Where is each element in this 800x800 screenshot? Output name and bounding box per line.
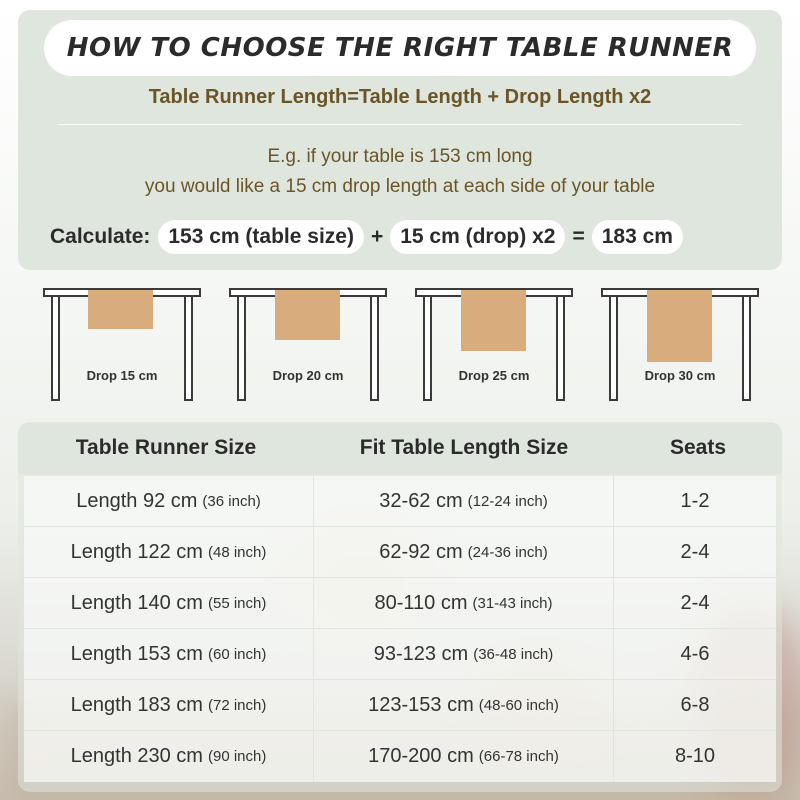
drop-pill: 15 cm (drop) x2 <box>390 220 565 254</box>
table-leg <box>370 297 379 401</box>
drop-label: Drop 15 cm <box>86 368 158 383</box>
example-text <box>18 142 782 202</box>
cell-fit-length <box>314 578 614 628</box>
cell-runner-size <box>24 629 314 679</box>
cell-seats: 8-10 <box>674 745 716 767</box>
runner-inch: (72 inch) <box>207 696 267 714</box>
calculation-row <box>50 220 683 254</box>
cell-seats: 4-6 <box>680 642 710 665</box>
runner-drop <box>88 290 153 329</box>
cell-fit-length <box>314 476 614 526</box>
divider <box>58 124 742 125</box>
fit-cm: 170-200 cm <box>368 745 474 767</box>
equals-sign: = <box>572 225 585 248</box>
table-leg <box>237 297 246 401</box>
drop-diagrams <box>0 282 800 408</box>
formula-panel <box>18 10 782 270</box>
table-leg <box>742 297 751 401</box>
table-leg <box>184 297 193 401</box>
table-leg <box>423 297 432 401</box>
runner-cm: Length 122 cm <box>70 540 203 563</box>
example-line-1: E.g. if your table is 153 cm long <box>267 146 533 167</box>
drop-label: Drop 25 cm <box>458 368 530 383</box>
fit-cm: 32-62 cm <box>379 489 463 512</box>
cell-seats: 1-2 <box>680 489 710 512</box>
header-fit-table-length: Fit Table Length Size <box>359 436 569 459</box>
cell-runner-size <box>24 578 314 628</box>
runner-drop <box>461 290 526 351</box>
table-leg <box>556 297 565 401</box>
table-row <box>24 578 776 629</box>
fit-cm: 80-110 cm <box>374 591 468 614</box>
cell-fit-length <box>314 629 614 679</box>
example-line-2: you would like a 15 cm drop length at each side of your table <box>144 176 656 197</box>
drop-label: Drop 30 cm <box>644 368 716 383</box>
plus-sign: + <box>370 225 384 248</box>
table-leg <box>51 297 60 401</box>
cell-fit-length <box>314 680 614 730</box>
table-leg <box>609 297 618 401</box>
runner-inch: (55 inch) <box>207 594 267 612</box>
header-runner-size: Table Runner Size <box>75 436 257 459</box>
cell-fit-length <box>314 731 614 782</box>
size-table <box>18 422 782 792</box>
page-title: HOW TO CHOOSE THE RIGHT TABLE RUNNER <box>66 33 734 63</box>
table-row <box>24 629 776 680</box>
calculate-label: Calculate: <box>50 225 151 248</box>
fit-inch: (31-43 inch) <box>472 594 553 612</box>
table-diagram <box>601 282 759 402</box>
table-row <box>24 476 776 527</box>
runner-inch: (36 inch) <box>202 492 261 510</box>
runner-cm: Length 183 cm <box>70 693 203 716</box>
runner-drop <box>275 290 340 340</box>
cell-runner-size <box>24 731 314 782</box>
cell-seats: 6-8 <box>680 693 710 716</box>
cell-runner-size <box>24 680 314 730</box>
runner-cm: Length 140 cm <box>70 591 203 614</box>
runner-inch: (90 inch) <box>207 748 267 765</box>
drop-label: Drop 20 cm <box>272 368 344 383</box>
cell-seats: 2-4 <box>680 591 710 614</box>
table-diagram <box>43 282 201 402</box>
table-row <box>24 680 776 731</box>
fit-cm: 62-92 cm <box>379 540 463 563</box>
cell-seats: 2-4 <box>680 540 710 563</box>
cell-runner-size <box>24 476 314 526</box>
fit-inch: (48-60 inch) <box>478 696 559 714</box>
table-size-pill: 153 cm (table size) <box>158 220 364 254</box>
fit-inch: (36-48 inch) <box>473 645 554 663</box>
cell-runner-size <box>24 527 314 577</box>
runner-drop <box>647 290 712 362</box>
table-body <box>24 476 776 782</box>
table-row <box>24 731 776 782</box>
fit-inch: (66-78 inch) <box>478 748 559 765</box>
formula-text: Table Runner Length=Table Length + Drop Length x2 <box>148 86 652 108</box>
fit-inch: (24-36 inch) <box>467 543 548 561</box>
runner-inch: (48 inch) <box>207 543 267 561</box>
fit-inch: (12-24 inch) <box>467 492 548 510</box>
table-row <box>24 527 776 578</box>
cell-fit-length <box>314 527 614 577</box>
result-pill: 183 cm <box>592 220 683 254</box>
runner-cm: Length 230 cm <box>70 745 203 767</box>
fit-cm: 93-123 cm <box>373 642 469 665</box>
runner-inch: (60 inch) <box>207 645 267 663</box>
runner-cm: Length 92 cm <box>76 489 198 512</box>
table-header <box>18 422 782 474</box>
title-pill <box>44 20 756 76</box>
header-seats: Seats <box>669 436 727 459</box>
fit-cm: 123-153 cm <box>368 693 474 716</box>
table-diagram <box>229 282 387 402</box>
runner-cm: Length 153 cm <box>70 642 203 665</box>
table-diagram <box>415 282 573 402</box>
